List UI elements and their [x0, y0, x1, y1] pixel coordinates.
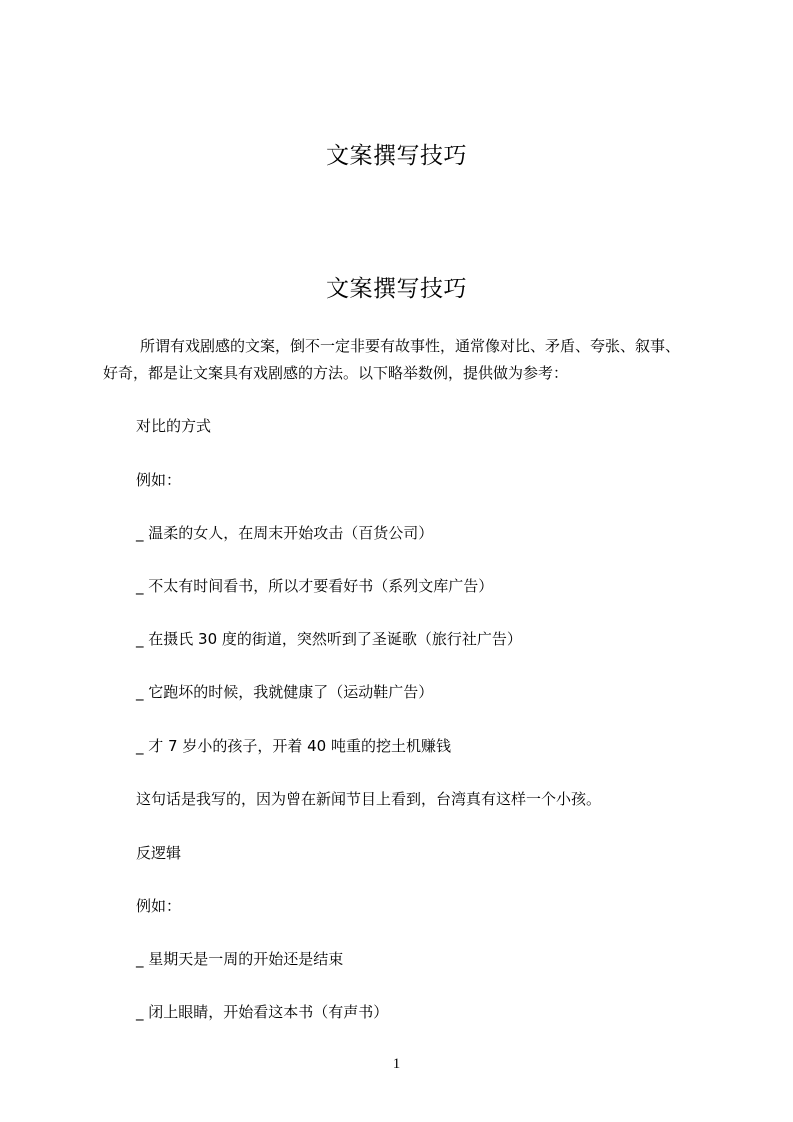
example-item: _ 不太有时间看书，所以才要看好书（系列文库广告）: [136, 577, 494, 595]
header-title: 文案撰写技巧: [326, 143, 467, 169]
section-heading-anti-logic: 反逻辑: [136, 844, 182, 862]
example-item: _ 闭上眼睛，开始看这本书（有声书）: [136, 1003, 389, 1021]
document-title: 文案撰写技巧: [326, 276, 467, 302]
example-item: _ 才 7 岁小的孩子，开着 40 吨重的挖土机赚钱: [136, 737, 451, 755]
example-label: 例如：: [136, 897, 182, 915]
intro-paragraph-line-1: 所谓有戏剧感的文案，倒不一定非要有故事性，通常像对比、矛盾、夸张、叙事、: [140, 337, 681, 355]
page-number: 1: [392, 1056, 401, 1072]
example-label: 例如：: [136, 471, 182, 489]
example-item: _ 温柔的女人，在周末开始攻击（百货公司）: [136, 524, 434, 542]
example-item: _ 在摄氏 30 度的街道，突然听到了圣诞歌（旅行社广告）: [136, 630, 522, 648]
section-heading-contrast: 对比的方式: [136, 417, 212, 435]
example-note: 这句话是我写的，因为曾在新闻节目上看到，台湾真有这样一个小孩。: [136, 790, 602, 808]
example-item: _ 它跑坏的时候，我就健康了（运动鞋广告）: [136, 683, 434, 701]
example-item: _ 星期天是一周的开始还是结束: [136, 950, 344, 968]
intro-paragraph-line-2: 好奇，都是让文案具有戏剧感的方法。以下略举数例，提供做为参考：: [103, 364, 569, 382]
